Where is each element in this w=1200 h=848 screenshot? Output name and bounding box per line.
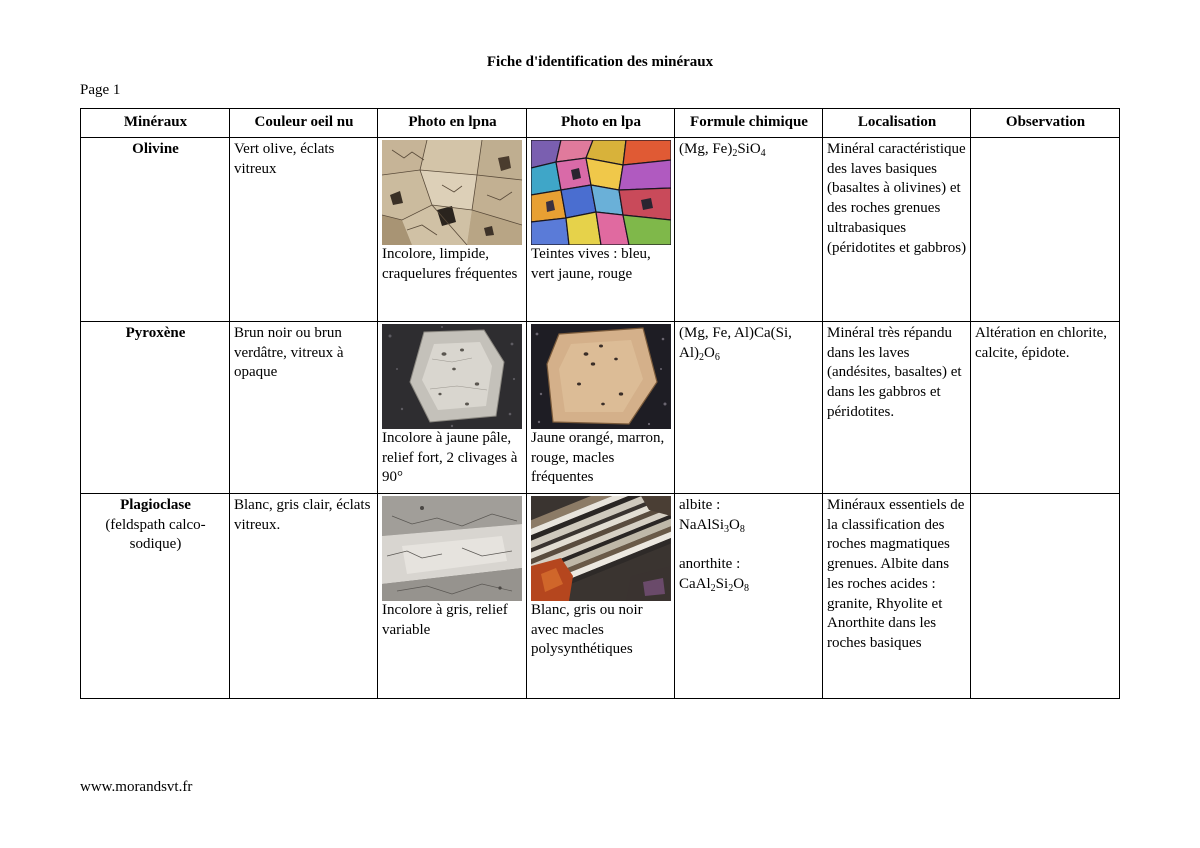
- pyroxene-lpa-photo: [531, 324, 671, 429]
- lpa-cell: [527, 322, 675, 494]
- mineral-cell: [81, 322, 230, 494]
- plagioclase-lpna-photo: [382, 496, 522, 601]
- formula-subscript: 2: [728, 582, 734, 594]
- formula-text: CaAl: [679, 575, 711, 592]
- anorthite-label: anorthite :: [679, 556, 741, 573]
- lpna-caption: Incolore, limpide, craquelures fréquentes: [382, 246, 518, 282]
- anorthite-formula: [679, 575, 819, 595]
- formula-text: NaAlSi: [679, 516, 724, 533]
- lpna-caption: Incolore à jaune pâle, relief fort, 2 clivages à 90°: [382, 430, 518, 486]
- table-row-olivine: [81, 138, 1120, 322]
- observation-cell: [971, 494, 1120, 699]
- olivine-lpa-photo: [531, 140, 671, 245]
- lpna-caption: Incolore à gris, relief variable: [382, 602, 508, 638]
- header-couleur: Couleur oeil nu: [230, 109, 378, 138]
- color-cell: Vert olive, éclats vitreux: [230, 138, 378, 322]
- lpa-caption: Jaune orangé, marron, rouge, macles fréquentes: [531, 430, 665, 486]
- plagioclase-lpa-photo: [531, 496, 671, 601]
- color-cell: Brun noir ou brun verdâtre, vitreux à opaque: [230, 322, 378, 494]
- mineral-name: Plagioclase: [120, 497, 191, 513]
- header-localisation: Localisation: [823, 109, 971, 138]
- table-row-pyroxene: [81, 322, 1120, 494]
- document-title: Fiche d'identification des minéraux: [486, 54, 714, 70]
- localisation-cell: Minéraux essentiels de la classification des roches magmatiques grenues. Albite dans les roches acides : granite, Rhyolite et Anorthite dans les roches basiques: [823, 494, 971, 699]
- formula-text: O: [729, 516, 740, 533]
- color-cell: Blanc, gris clair, éclats vitreux.: [230, 494, 378, 699]
- albite-label: albite :: [679, 497, 721, 513]
- albite-formula: [679, 516, 819, 536]
- header-formule: Formule chimique: [675, 109, 823, 138]
- formula-text: O: [733, 575, 745, 592]
- mineral-cell: [81, 138, 230, 322]
- formula-cell: [675, 322, 823, 494]
- header-photo-lpa: Photo en lpa: [527, 109, 675, 138]
- header-observation: Observation: [971, 109, 1120, 138]
- lpna-cell: [378, 322, 527, 494]
- lpa-cell: [527, 494, 675, 699]
- footer-website: www.morandsvt.fr: [80, 779, 193, 795]
- olivine-lpna-photo: [382, 140, 522, 245]
- mineral-name: Olivine: [132, 141, 179, 157]
- formula-subscript: 6: [714, 351, 720, 363]
- formula-cell: [675, 494, 823, 699]
- header-photo-lpna: Photo en lpna: [378, 109, 527, 138]
- formula-subscript: 2: [699, 351, 704, 363]
- formula-text: (Mg, Fe): [679, 141, 733, 157]
- header-mineraux: Minéraux: [81, 109, 230, 138]
- observation-cell: Altération en chlorite, calcite, épidote.: [971, 322, 1120, 494]
- page-number: Page 1: [80, 82, 121, 98]
- localisation-cell: Minéral caractéristique des laves basiques (basaltes à olivines) et des roches grenues ultrabasiques (péridotites et gabbros): [823, 138, 971, 322]
- formula-subscript: 8: [739, 523, 745, 535]
- pyroxene-lpna-photo: [382, 324, 522, 429]
- formula-subscript: 4: [760, 148, 766, 159]
- table-header-row: [81, 109, 1120, 138]
- formula-text: O: [704, 344, 715, 361]
- formula-cell: [675, 138, 823, 322]
- mineral-note: (feldspath calco-sodique): [105, 516, 206, 553]
- localisation-cell: Minéral très répandu dans les laves (andésites, basaltes) et dans les gabbros et péridotites.: [823, 322, 971, 494]
- formula-subscript: 3: [724, 523, 729, 535]
- observation-cell: [971, 138, 1120, 322]
- lpna-cell: [378, 138, 527, 322]
- lpna-cell: [378, 494, 527, 699]
- minerals-table: [80, 108, 1120, 699]
- mineral-cell: [81, 494, 230, 699]
- formula-text: Si: [715, 575, 729, 592]
- formula-text: (Mg, Fe, Al)Ca(Si, Al): [679, 325, 792, 361]
- mineral-name: Pyroxène: [125, 325, 186, 341]
- lpa-caption: Blanc, gris ou noir avec macles polysynthétiques: [531, 602, 643, 658]
- blank-line: [679, 535, 819, 555]
- formula-subscript: 2: [710, 582, 716, 594]
- formula-text: SiO: [737, 141, 761, 157]
- lpa-caption: Teintes vives : bleu, vert jaune, rouge: [531, 246, 651, 282]
- table-row-plagioclase: [81, 494, 1120, 699]
- formula-subscript: 2: [732, 148, 738, 159]
- formula-subscript: 8: [744, 582, 750, 594]
- lpa-cell: [527, 138, 675, 322]
